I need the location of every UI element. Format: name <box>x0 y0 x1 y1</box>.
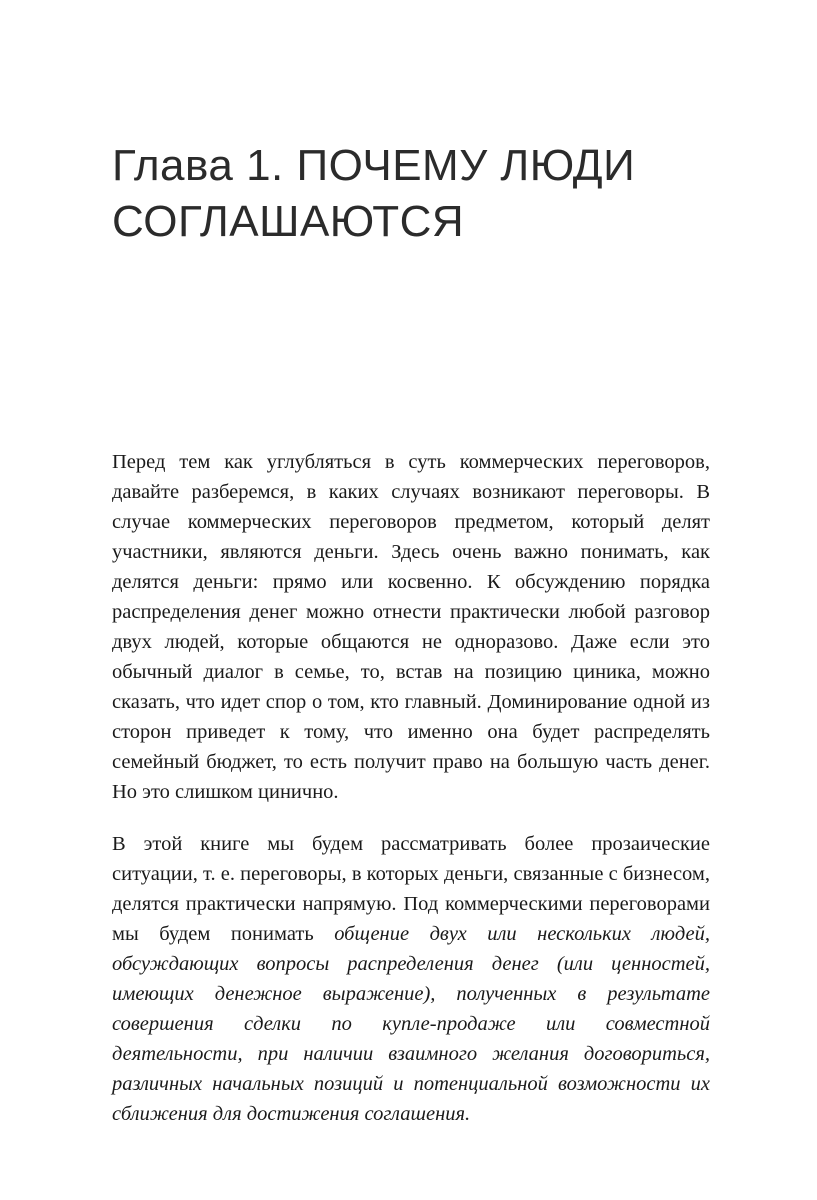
chapter-title-line-1: Глава 1. ПОЧЕМУ ЛЮДИ <box>112 141 636 190</box>
chapter-title-line-2: СОГЛАШАЮТСЯ <box>112 197 465 246</box>
commercial-negotiations-definition: общение двух или нескольких людей, обсуждающих вопросы распределения денег (или ценностей, имеющих денежное выражение), полученных в результате совершения сделки по купле-продаже или совместной деятельности, при наличии взаимного желания договориться, различных начальных позиций и потенциальной возможности их сближения для достижения соглашения. <box>112 923 710 1125</box>
body-paragraph-1: Перед тем как углубляться в суть коммерческих переговоров, давайте разберемся, в каких случаях возникают переговоры. В случае коммерческих переговоров предметом, который делят участники, являются деньги. Здесь очень важно понимать, как делятся деньги: прямо или косвенно. К обсуждению порядка распределения денег можно отнести практически любой разговор двух людей, которые общаются не одноразово. Даже если это обычный диалог в семье, то, встав на позицию циника, можно сказать, что идет спор о том, кто главный. Доминирование одной из сторон приведет к тому, что именно она будет распределять семейный бюджет, то есть получит право на большую часть денег. Но это слишком цинично. <box>112 451 710 803</box>
body-paragraph-2 <box>112 829 710 1129</box>
paragraph-2-lead-text: В этой книге мы будем рассматривать более прозаические ситуации, т. е. переговоры, в которых деньги, связанные с бизнесом, делятся практически напрямую. Под коммерческими переговорами мы будем понимать <box>112 833 710 945</box>
body-text-block <box>112 447 710 1129</box>
chapter-title <box>112 138 732 250</box>
